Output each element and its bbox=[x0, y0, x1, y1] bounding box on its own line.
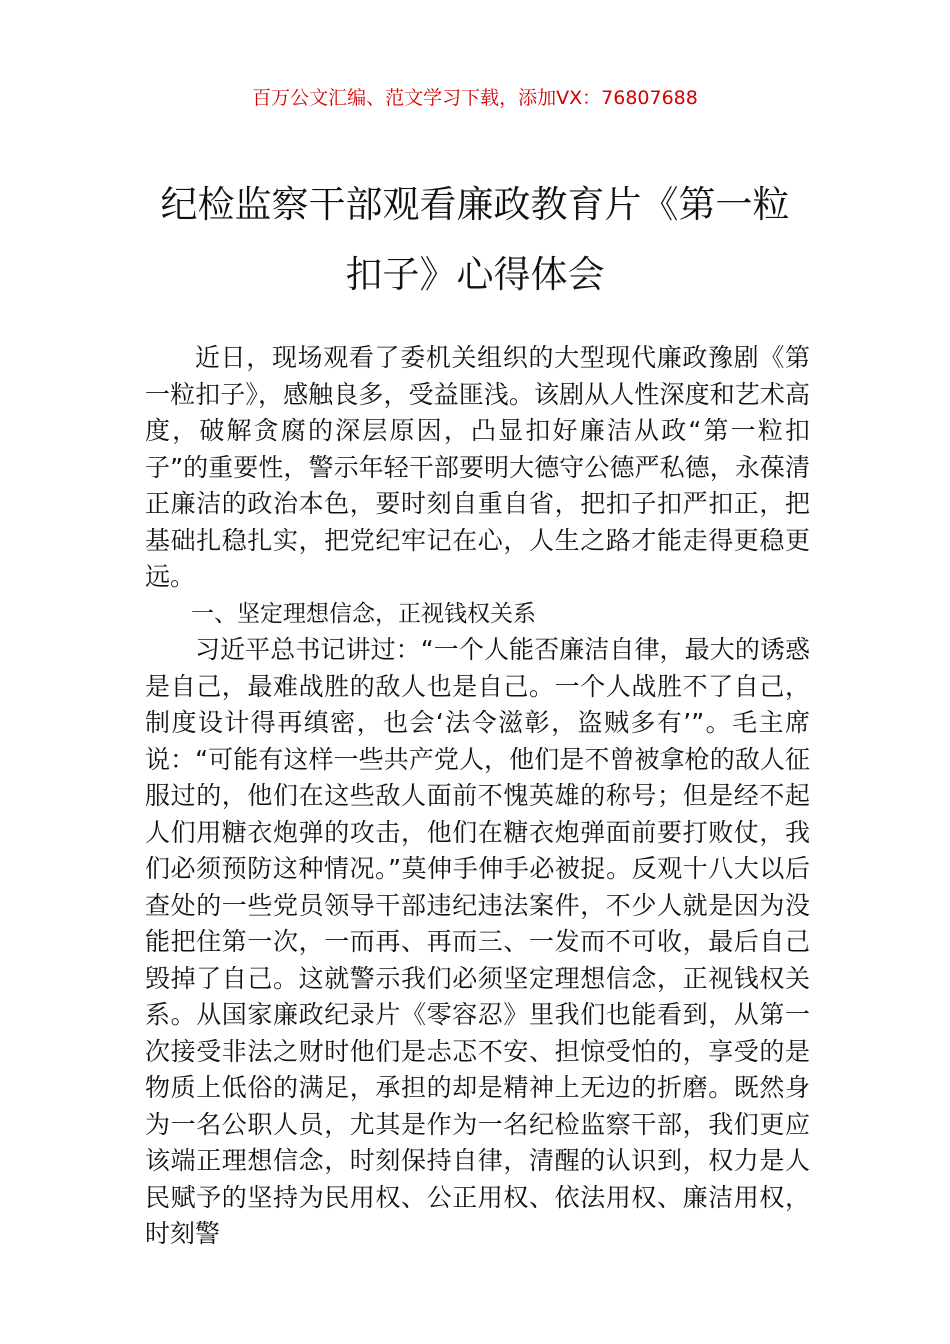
document-title: 纪检监察干部观看廉政教育片《第一粒扣子》心得体会 bbox=[160, 183, 790, 296]
header-note: 百万公文汇编、范文学习下载，添加VX：76807688 bbox=[252, 87, 698, 109]
intro-paragraph: 近日，现场观看了委机关组织的大型现代廉政豫剧《第一粒扣子》，感触良多，受益匪浅。该剧从人性深度和艺术高度，破解贪腐的深层原因，凸显扣好廉洁从政“第一粒扣子”的重要性，警示年轻干部要明大德守公德严私德，永葆清正廉洁的政治本色，要时刻自重自省，把扣子扣严扣正，把基础扎稳扎实，把党纪牢记在心，人生之路才能走得更稳更远。 bbox=[145, 343, 810, 591]
section-paragraph: 习近平总书记讲过：“一个人能否廉洁自律，最大的诱惑是自己，最难战胜的敌人也是自己。一个人战胜不了自己，制度设计得再缜密，也会‘法令滋彰，盗贼多有’”。毛主席说：“可能有这样一些共产党人，他们是不曾被拿枪的敌人征服过的，他们在这些敌人面前不愧英雄的称号；但是经不起人们用糖衣炮弹的攻击，他们在糖衣炮弹面前要打败仗，我们必须预防这种情况。”莫伸手伸手必被捉。反观十八大以后查处的一些党员领导干部违纪违法案件，不少人就是因为没能把住第一次，一而再、再而三、一发而不可收，最后自己毁掉了自己。这就警示我们必须坚定理想信念，正视钱权关系。从国家廉政纪录片《零容忍》里我们也能看到，从第一次接受非法之财时他们是忐忑不安、担惊受怕的，享受的是物质上低俗的满足，承担的却是精神上无边的折磨。既然身为一名公职人员，尤其是作为一名纪检监察干部，我们更应该端正理想信念，时刻保持自律，清醒的认识到，权力是人民赋予的坚持为民用权、公正用权、依法用权、廉洁用权，时刻警 bbox=[145, 635, 810, 1248]
document-body bbox=[145, 340, 810, 1253]
section-heading: 一、坚定理想信念，正视钱权关系 bbox=[191, 600, 536, 627]
